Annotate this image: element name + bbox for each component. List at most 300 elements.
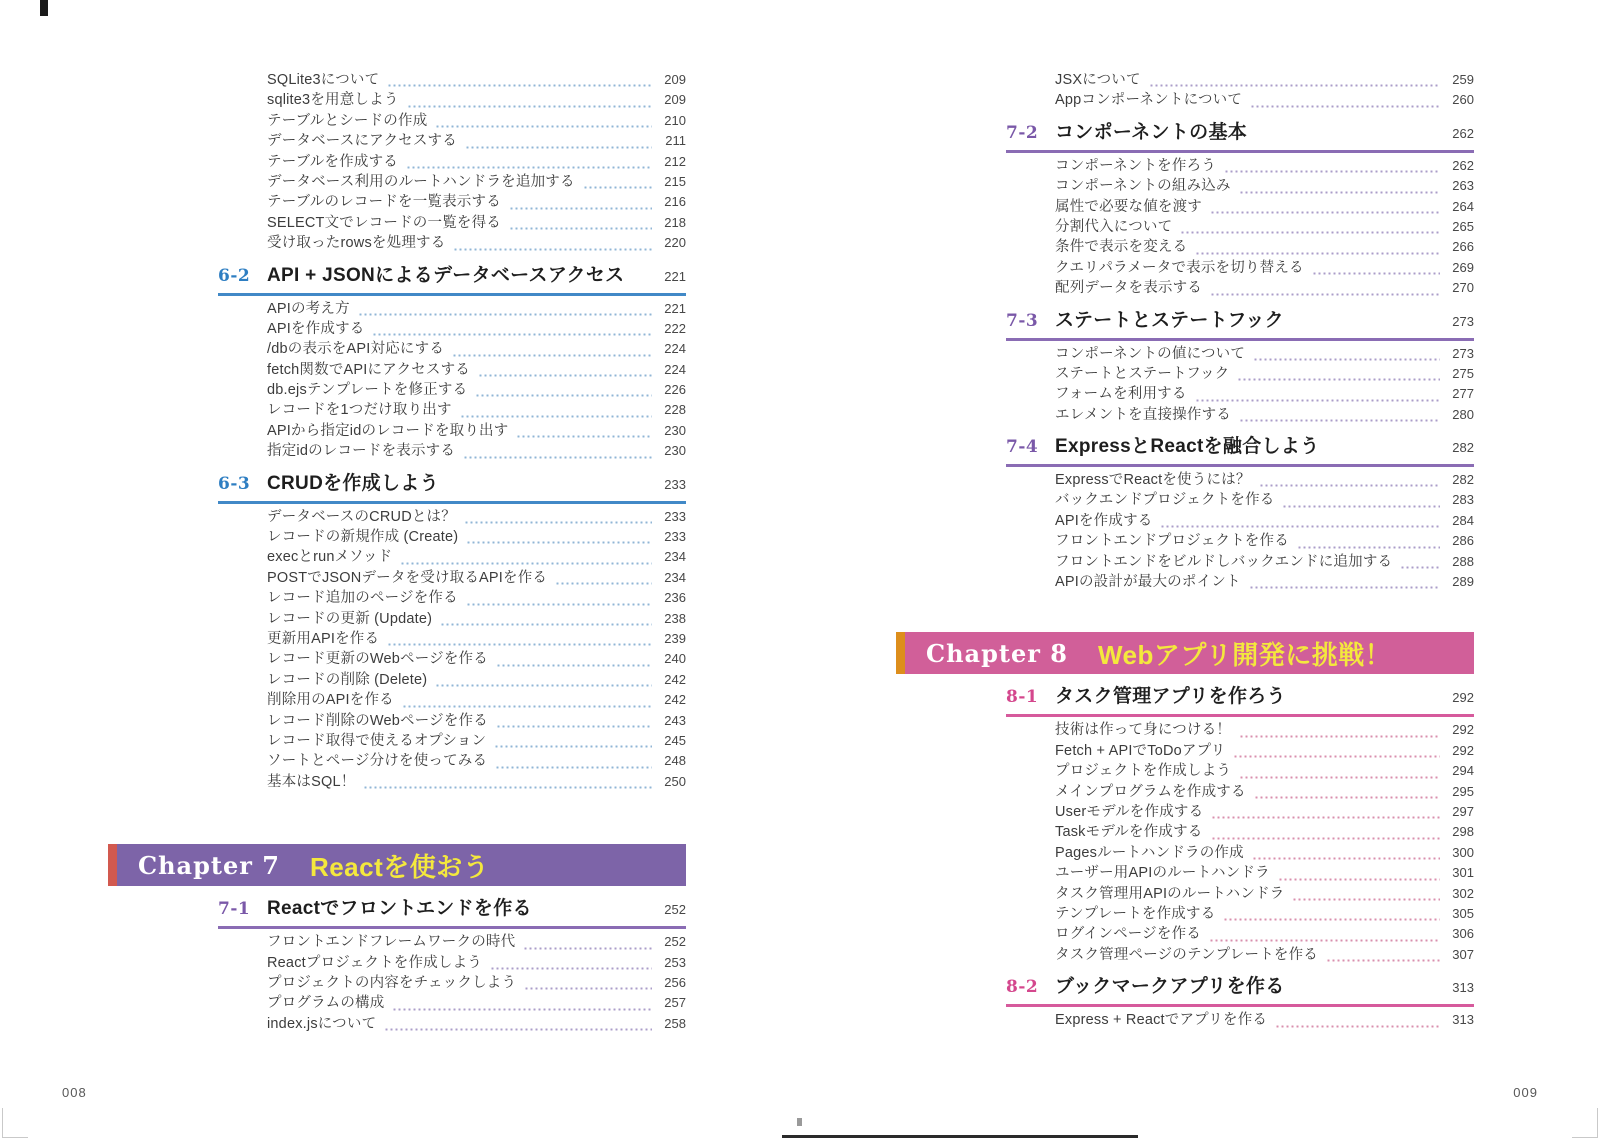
- dotted-leader: [1239, 180, 1440, 194]
- toc-entry: [1055, 904, 1474, 924]
- toc-entry: [1055, 278, 1474, 298]
- dotted-leader: [494, 734, 652, 748]
- dotted-leader: [1223, 907, 1440, 921]
- dotted-leader: [372, 322, 652, 336]
- toc-entry: [267, 670, 686, 690]
- toc-entry-page-number: 256: [664, 974, 686, 990]
- toc-entry-page-number: 258: [664, 1015, 686, 1031]
- toc-entry-label: テーブルとシードの作成: [267, 112, 428, 129]
- toc-entry-label: execとrunメソッド: [267, 549, 393, 566]
- toc-entry: [267, 629, 686, 649]
- scan-artifact-top-tick: [40, 0, 48, 16]
- toc-entry: [267, 213, 686, 233]
- toc-section-heading-row: [1006, 434, 1474, 461]
- toc-entry-label: バックエンドプロジェクトを作る: [1055, 492, 1275, 509]
- chapter-label: Chapter 7: [138, 850, 280, 880]
- toc-entry-page-number: 265: [1452, 218, 1474, 234]
- dotted-leader: [387, 73, 652, 87]
- dotted-leader: [466, 530, 652, 544]
- page-number-right: 009: [1513, 1085, 1538, 1100]
- toc-entry: [1055, 843, 1474, 863]
- dotted-leader: [466, 592, 652, 606]
- toc-entry: [267, 731, 686, 751]
- toc-entry: [267, 973, 686, 993]
- toc-entry-label: ExpressでReactを使うには？: [1055, 472, 1251, 489]
- toc-entry-page-number: 288: [1452, 553, 1474, 569]
- toc-entry-page-number: 215: [664, 173, 686, 189]
- dotted-leader: [435, 114, 652, 128]
- toc-entry-page-number: 234: [664, 569, 686, 585]
- toc-entry-label: 属性で必要な値を渡す: [1055, 198, 1202, 215]
- dotted-leader: [1210, 200, 1440, 214]
- toc-entry-page-number: 292: [1452, 722, 1474, 738]
- toc-entry-label: データベースにアクセスする: [267, 133, 457, 150]
- toc-entry-page-number: 313: [1452, 1012, 1474, 1028]
- toc-entry-page-number: 248: [664, 753, 686, 769]
- dotted-leader: [358, 302, 652, 316]
- toc-entry-label: SELECT文でレコードの一覧を得る: [267, 214, 502, 231]
- toc-entry-label: レコードを1つだけ取り出す: [267, 402, 452, 419]
- section-underline: [218, 926, 686, 929]
- toc-entry-label: APIを作成する: [1055, 512, 1153, 529]
- toc-entry-page-number: 273: [1452, 345, 1474, 361]
- toc-entry: [267, 380, 686, 400]
- section-page-number: 262: [1452, 125, 1474, 141]
- toc-entry: [1055, 197, 1474, 217]
- toc-entry-label: 条件で表示を変える: [1055, 239, 1188, 256]
- toc-entry-label: クエリパラメータで表示を切り替える: [1055, 259, 1304, 276]
- dotted-leader: [384, 1017, 652, 1031]
- toc-section-heading-row: [1006, 120, 1474, 147]
- toc-entry: [267, 172, 686, 192]
- section-page-number: 273: [1452, 313, 1474, 329]
- toc-entry-label: Taskモデルを作成する: [1055, 824, 1203, 841]
- crop-mark-bottom-right: [1572, 1108, 1598, 1138]
- toc-entry: [1055, 470, 1474, 490]
- toc-entry: [267, 1014, 686, 1034]
- dotted-leader: [1210, 282, 1440, 296]
- toc-entry-page-number: 253: [664, 954, 686, 970]
- toc-entry: [267, 421, 686, 441]
- toc-entry: [267, 131, 686, 151]
- toc-entry-page-number: 306: [1452, 926, 1474, 942]
- toc-entry-page-number: 209: [664, 72, 686, 87]
- toc-entry: [267, 568, 686, 588]
- dotted-leader: [453, 237, 652, 251]
- dotted-leader: [1326, 948, 1440, 962]
- toc-entry-page-number: 264: [1452, 198, 1474, 214]
- toc-entry-label: レコードの新規作成 (Create): [267, 529, 459, 546]
- toc-section-heading: [218, 263, 686, 296]
- toc-entry-label: Pagesルートハンドラの作成: [1055, 844, 1244, 861]
- toc-entry-page-number: 295: [1452, 783, 1474, 799]
- toc-entry-group: [108, 70, 686, 254]
- dotted-leader: [1160, 514, 1440, 528]
- toc-entry: [1055, 945, 1474, 965]
- dotted-leader: [1292, 887, 1440, 901]
- dotted-leader: [583, 175, 652, 189]
- toc-entry: [1055, 531, 1474, 551]
- dotted-leader: [496, 714, 652, 728]
- dotted-leader: [407, 94, 652, 108]
- toc-entry: [267, 441, 686, 461]
- toc-entry-page-number: 238: [664, 610, 686, 626]
- toc-entry-label: テーブルを作成する: [267, 153, 398, 170]
- toc-entry-label: sqlite3を用意しよう: [267, 92, 399, 109]
- dotted-leader: [1297, 535, 1440, 549]
- toc-entry: [1055, 344, 1474, 364]
- toc-entry-page-number: 216: [664, 194, 686, 210]
- toc-section-heading: [218, 471, 686, 504]
- toc-entry-page-number: 210: [664, 112, 686, 128]
- toc-section-heading: [1006, 684, 1474, 717]
- toc-entry-page-number: 242: [664, 692, 686, 708]
- chapter-title: Reactを使おう: [309, 851, 490, 882]
- toc-entry-label: フォームを利用する: [1055, 386, 1187, 403]
- section-underline: [1006, 464, 1474, 467]
- dotted-leader: [1211, 805, 1440, 819]
- toc-entry-page-number: 220: [664, 235, 686, 251]
- toc-entry: [267, 299, 686, 319]
- dotted-leader: [363, 775, 652, 789]
- dotted-leader: [1239, 408, 1440, 422]
- toc-entry-page-number: 301: [1452, 865, 1474, 881]
- toc-entry: [1055, 572, 1474, 592]
- section-title: ExpressとReactを融合しよう: [1055, 436, 1320, 458]
- toc-entry: [1055, 863, 1474, 883]
- toc-entry-label: プログラムの構成: [267, 995, 385, 1012]
- chapter-banner: [108, 844, 686, 886]
- toc-entry: [267, 993, 686, 1013]
- dotted-leader: [509, 196, 652, 210]
- toc-entry-page-number: 286: [1452, 533, 1474, 549]
- toc-entry-label: Express + Reactでアプリを作る: [1055, 1012, 1268, 1029]
- toc-entry-label: ログインページを作る: [1055, 926, 1201, 943]
- dotted-leader: [1250, 94, 1440, 108]
- toc-entry-page-number: 245: [664, 732, 686, 748]
- toc-entry-page-number: 221: [664, 300, 686, 316]
- toc-entry-label: APIから指定idのレコードを取り出す: [267, 422, 509, 439]
- toc-entry: [267, 527, 686, 547]
- toc-entry: [1055, 552, 1474, 572]
- toc-entry-label: データベース利用のルートハンドラを追加する: [267, 173, 575, 190]
- dotted-leader: [435, 673, 652, 687]
- dotted-leader: [516, 424, 652, 438]
- toc-entry-group: [896, 156, 1474, 299]
- section-title: Reactでフロントエンドを作る: [267, 898, 532, 920]
- toc-entry: [267, 339, 686, 359]
- section-number: 8-1: [1006, 687, 1039, 708]
- section-number: 7-3: [1006, 310, 1039, 331]
- toc-entry-label: フロントエンドフレームワークの時代: [267, 934, 516, 951]
- dotted-leader: [406, 155, 652, 169]
- toc-entry: [1055, 364, 1474, 384]
- dotted-leader: [478, 363, 652, 377]
- toc-entry-group: [896, 720, 1474, 965]
- toc-entry-page-number: 275: [1452, 365, 1474, 381]
- toc-entry-page-number: 211: [665, 133, 686, 149]
- toc-entry-label: フロントエンドプロジェクトを作る: [1055, 533, 1289, 550]
- toc-section-heading: [218, 896, 686, 929]
- toc-entry: [1055, 924, 1474, 944]
- dotted-leader: [400, 551, 652, 565]
- toc-entry-page-number: 234: [664, 549, 686, 565]
- toc-entry: [1055, 237, 1474, 257]
- page-number-left: 008: [62, 1085, 87, 1100]
- toc-section-heading: [1006, 974, 1474, 1007]
- toc-entry-label: 削除用のAPIを作る: [267, 692, 394, 709]
- section-page-number: 221: [664, 268, 686, 284]
- toc-entry-label: Userモデルを作成する: [1055, 803, 1204, 820]
- toc-entry: [267, 547, 686, 567]
- toc-entry-label: APIの設計が最大のポイント: [1055, 574, 1241, 591]
- toc-entry-page-number: 240: [664, 651, 686, 667]
- toc-entry-page-number: 266: [1452, 239, 1474, 255]
- toc-section-heading: [1006, 434, 1474, 467]
- toc-entry-page-number: 228: [664, 402, 686, 418]
- section-title: コンポーネントの基本: [1055, 121, 1248, 143]
- dotted-leader: [1254, 785, 1440, 799]
- dotted-leader: [1239, 724, 1440, 738]
- section-underline: [218, 501, 686, 504]
- toc-entry-label: SQLite3について: [267, 72, 380, 88]
- dotted-leader: [452, 343, 652, 357]
- toc-entry: [267, 233, 686, 253]
- toc-entry-label: レコード追加のページを作る: [267, 590, 458, 607]
- dotted-leader: [1224, 159, 1440, 173]
- toc-entry-label: 基本はSQL！: [267, 773, 356, 790]
- section-underline: [1006, 150, 1474, 153]
- toc-entry-page-number: 224: [664, 361, 686, 377]
- toc-entry-group: [108, 299, 686, 462]
- section-title: API + JSONによるデータベースアクセス: [267, 264, 625, 286]
- dotted-leader: [1259, 473, 1440, 487]
- dotted-leader: [490, 956, 652, 970]
- chapter-title: Webアプリ開発に挑戦！: [1097, 639, 1392, 670]
- toc-entry-label: /dbの表示をAPI対応にする: [267, 341, 445, 358]
- toc-entry-page-number: 224: [664, 341, 686, 357]
- toc-entry-group: [896, 70, 1474, 111]
- toc-entry-page-number: 242: [664, 671, 686, 687]
- dotted-leader: [1233, 744, 1440, 758]
- chapter-banner-accent-bar: [108, 844, 117, 886]
- dotted-leader: [460, 404, 652, 418]
- chapter-banner-accent-bar: [896, 632, 905, 674]
- dotted-leader: [1239, 765, 1440, 779]
- toc-entry: [267, 507, 686, 527]
- section-title: タスク管理アプリを作ろう: [1055, 686, 1286, 708]
- toc-entry-label: Appコンポーネントについて: [1055, 92, 1243, 109]
- toc-entry-label: fetch関数でAPIにアクセスする: [267, 361, 470, 378]
- toc-entry-page-number: 218: [664, 214, 686, 230]
- toc-entry-page-number: 277: [1452, 386, 1474, 402]
- toc-entry: [267, 649, 686, 669]
- dotted-leader: [1253, 347, 1440, 361]
- scan-artifact-bottom-tick: [797, 1118, 802, 1126]
- section-title: ブックマークアプリを作る: [1055, 976, 1285, 998]
- dotted-leader: [555, 571, 652, 585]
- toc-section-heading-row: [1006, 974, 1474, 1001]
- toc-entry-page-number: 239: [664, 630, 686, 646]
- toc-entry: [1055, 511, 1474, 531]
- toc-entry: [1055, 384, 1474, 404]
- dotted-leader: [1195, 388, 1440, 402]
- section-title: ステートとステートフック: [1055, 309, 1284, 331]
- toc-entry-label: レコード更新のWebページを作る: [267, 651, 488, 668]
- toc-entry: [1055, 802, 1474, 822]
- toc-entry-label: タスク管理用APIのルートハンドラ: [1055, 885, 1285, 902]
- toc-section-heading: [1006, 120, 1474, 153]
- section-page-number: 252: [664, 902, 686, 918]
- dotted-leader: [524, 976, 652, 990]
- toc-entry-page-number: 284: [1452, 512, 1474, 528]
- toc-entry: [1055, 90, 1474, 110]
- toc-entry-page-number: 257: [664, 995, 686, 1011]
- toc-entry: [267, 588, 686, 608]
- toc-entry: [267, 192, 686, 212]
- toc-entry-label: Reactプロジェクトを作成しよう: [267, 954, 482, 971]
- toc-entry-page-number: 305: [1452, 905, 1474, 921]
- toc-entry-page-number: 282: [1452, 472, 1474, 488]
- toc-entry: [1055, 884, 1474, 904]
- toc-entry-group: [896, 1010, 1474, 1030]
- section-number: 7-4: [1006, 437, 1039, 458]
- toc-entry-label: エレメントを直接操作する: [1055, 406, 1231, 423]
- toc-entry: [1055, 258, 1474, 278]
- toc-page-right: [800, 0, 1600, 1138]
- toc-entry-label: レコードの削除 (Delete): [267, 671, 428, 688]
- toc-entry-label: フロントエンドをビルドしバックエンドに追加する: [1055, 553, 1393, 570]
- dotted-leader: [463, 445, 652, 459]
- dotted-leader: [509, 216, 652, 230]
- toc-section-heading-row: [1006, 308, 1474, 335]
- dotted-leader: [1278, 867, 1440, 881]
- toc-entry-page-number: 300: [1452, 844, 1474, 860]
- dotted-leader: [1312, 261, 1440, 275]
- dotted-leader: [1209, 928, 1440, 942]
- toc-entry-page-number: 250: [664, 773, 686, 789]
- section-page-number: 282: [1452, 440, 1474, 456]
- toc-entry: [267, 319, 686, 339]
- section-number: 6-3: [218, 473, 251, 494]
- toc-section-heading: [1006, 308, 1474, 341]
- toc-entry-label: APIを作成する: [267, 320, 365, 337]
- dotted-leader: [1249, 575, 1440, 589]
- toc-entry: [1055, 741, 1474, 761]
- toc-section-heading-row: [218, 896, 686, 923]
- toc-entry-page-number: 226: [664, 382, 686, 398]
- toc-entry-label: メインプログラムを作成する: [1055, 783, 1246, 800]
- toc-entry-page-number: 270: [1452, 280, 1474, 296]
- dotted-leader: [1252, 846, 1440, 860]
- dotted-leader: [387, 632, 652, 646]
- toc-entry-page-number: 297: [1452, 803, 1474, 819]
- toc-entry: [1055, 405, 1474, 425]
- section-underline: [1006, 338, 1474, 341]
- toc-entry-page-number: 283: [1452, 492, 1474, 508]
- toc-entry-page-number: 243: [664, 712, 686, 728]
- toc-entry-page-number: 280: [1452, 406, 1474, 422]
- toc-entry-label: 受け取ったrowsを処理する: [267, 235, 446, 252]
- toc-entry-page-number: 209: [664, 92, 686, 108]
- toc-entry-page-number: 294: [1452, 763, 1474, 779]
- toc-entry: [1055, 490, 1474, 510]
- toc-entry-label: タスク管理ページのテンプレートを作る: [1055, 946, 1319, 963]
- toc-entry-label: db.ejsテンプレートを修正する: [267, 382, 468, 399]
- dotted-leader: [1180, 220, 1440, 234]
- toc-entry: [267, 360, 686, 380]
- dotted-leader: [402, 694, 652, 708]
- section-underline: [218, 293, 686, 296]
- toc-entry-label: コンポーネントの値について: [1055, 345, 1246, 362]
- toc-entry: [267, 90, 686, 110]
- crop-mark-bottom-left: [2, 1108, 28, 1138]
- section-number: 7-2: [1006, 122, 1039, 143]
- section-number: 8-2: [1006, 977, 1039, 998]
- toc-entry-page-number: 233: [664, 529, 686, 545]
- toc-entry-label: Fetch + APIでToDoアプリ: [1055, 742, 1226, 759]
- toc-entry-page-number: 298: [1452, 824, 1474, 840]
- toc-entry-page-number: 302: [1452, 885, 1474, 901]
- toc-entry-page-number: 236: [664, 590, 686, 606]
- toc-entry: [1055, 176, 1474, 196]
- section-page-number: 313: [1452, 980, 1474, 996]
- dotted-leader: [464, 510, 652, 524]
- dotted-leader: [523, 936, 652, 950]
- toc-entry: [1055, 217, 1474, 237]
- toc-entry-page-number: 292: [1452, 742, 1474, 758]
- toc-entry-label: ソートとページ分けを使ってみる: [267, 753, 488, 770]
- toc-entry: [1055, 822, 1474, 842]
- toc-entry: [267, 111, 686, 131]
- toc-entry-label: レコード削除のWebページを作る: [267, 712, 488, 729]
- dotted-leader: [465, 135, 652, 149]
- toc-entry-label: 指定idのレコードを表示する: [267, 443, 456, 460]
- toc-entry: [267, 609, 686, 629]
- toc-entry-group: [896, 344, 1474, 426]
- toc-entry: [267, 932, 686, 952]
- toc-entry-label: 分割代入について: [1055, 218, 1173, 235]
- toc-entry: [1055, 1010, 1474, 1030]
- toc-entry-label: テーブルのレコードを一覧表示する: [267, 194, 501, 211]
- toc-entry-label: ステートとステートフック: [1055, 365, 1230, 382]
- dotted-leader: [1211, 826, 1441, 840]
- toc-entry-group: [896, 470, 1474, 592]
- section-page-number: 233: [664, 476, 686, 492]
- section-number: 6-2: [218, 265, 251, 286]
- dotted-leader: [1275, 1014, 1440, 1028]
- toc-entry: [1055, 761, 1474, 781]
- toc-content-right: [896, 0, 1474, 1031]
- toc-entry: [267, 711, 686, 731]
- section-page-number: 292: [1452, 690, 1474, 706]
- toc-entry: [267, 152, 686, 172]
- toc-entry-label: テンプレートを作成する: [1055, 905, 1216, 922]
- toc-entry-label: ユーザー用APIのルートハンドラ: [1055, 865, 1270, 882]
- toc-entry: [1055, 70, 1474, 90]
- toc-section-heading-row: [218, 263, 686, 290]
- section-underline: [1006, 714, 1474, 717]
- dotted-leader: [475, 383, 652, 397]
- toc-entry-label: プロジェクトの内容をチェックしよう: [267, 974, 517, 991]
- toc-entry-label: レコード取得で使えるオプション: [267, 732, 487, 749]
- toc-entry-group: [108, 932, 686, 1034]
- toc-entry: [267, 953, 686, 973]
- chapter-label: Chapter 8: [926, 638, 1068, 668]
- dotted-leader: [1400, 555, 1440, 569]
- dotted-leader: [440, 612, 652, 626]
- toc-entry-page-number: 230: [664, 422, 686, 438]
